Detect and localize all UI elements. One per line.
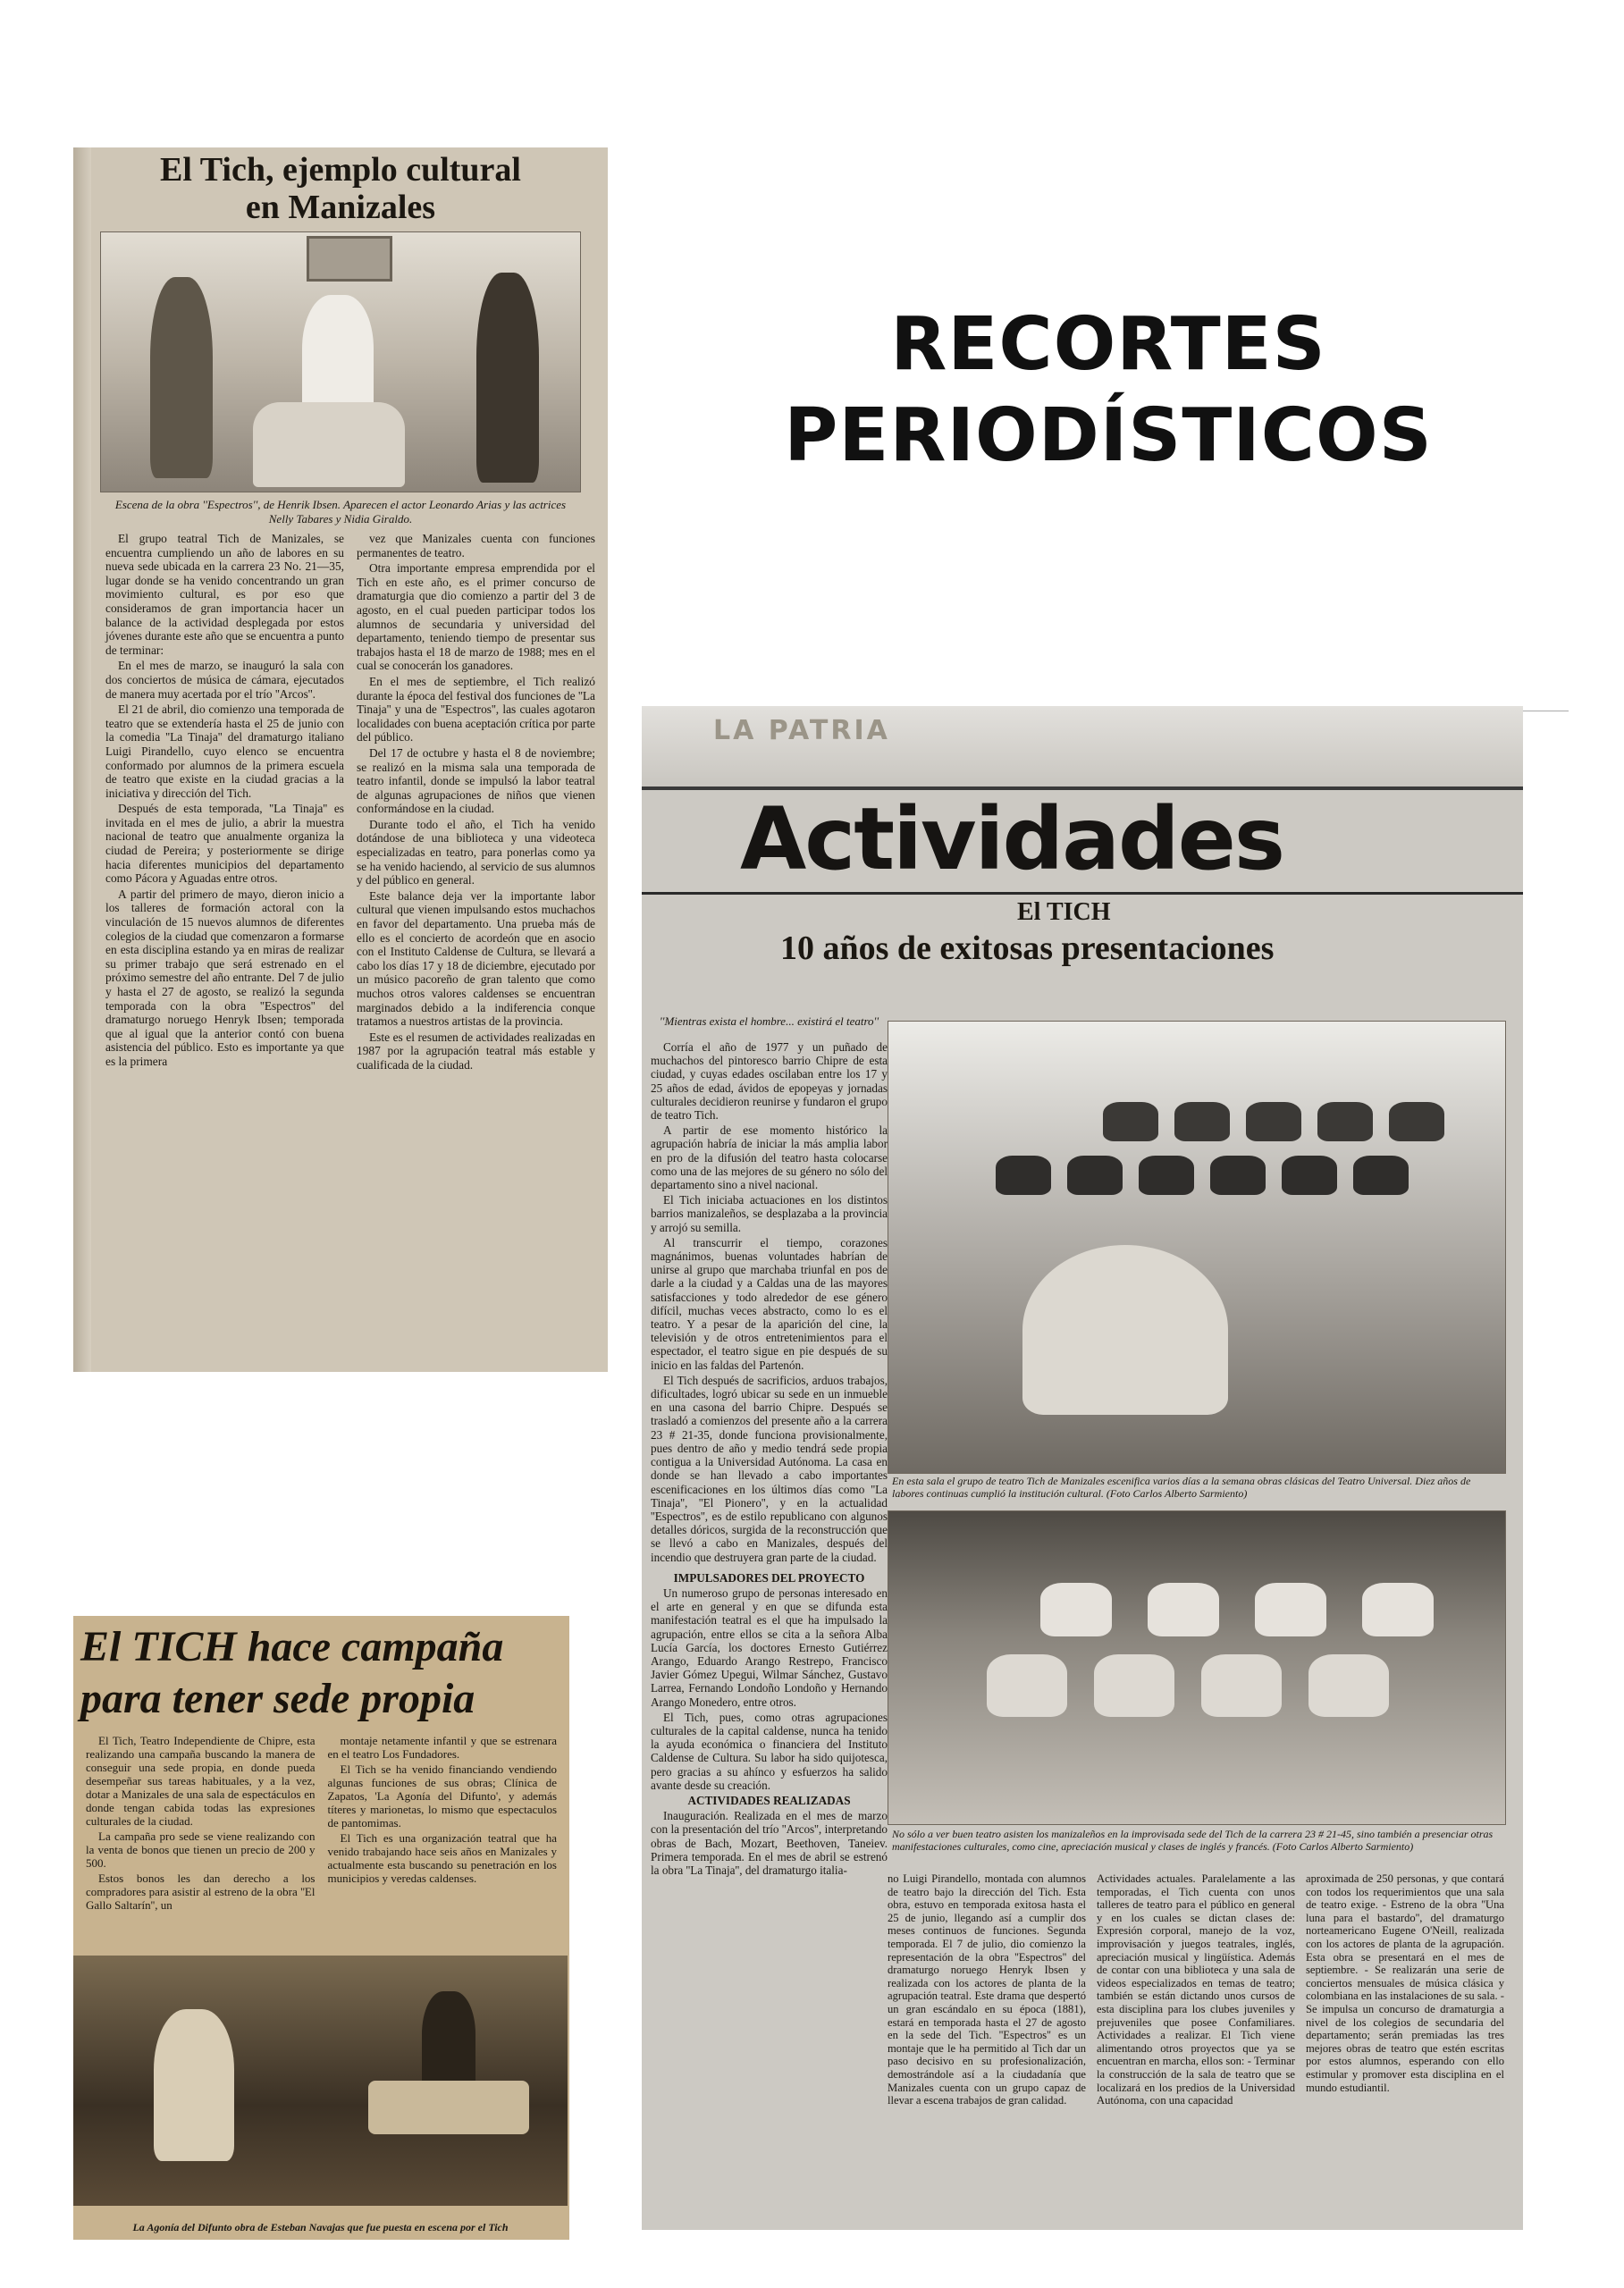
- photo-caption: En esta sala el grupo de teatro Tich de Manizales escenifica varios días a la semana obras clásicas del Teatro Universal. Diez años de labores continuas cumplió la institución cultural. (Foto Carlos Alberto Sarmiento): [892, 1475, 1471, 1500]
- paragraph: El Tich se ha venido financiando vendiendo algunas funciones de sus obras; Clínica de Zapatos, 'La Agonía del Difunto', y además títeres y marionetas, lo mismo que espectaculos de pantomimas.: [327, 1762, 557, 1830]
- chair-icon: [1255, 1583, 1326, 1636]
- paragraph: El Tich después de sacrificios, arduos trabajos, dificultades, logró ubicar su sede en un inmueble en una casona del barrio Chipre. Después se trasladó a comienzos del presente año a la carrera 23 # 21-35, donde funciona provisionalmente, pues dentro de año y medio tendrá sede propia contigua a la Universidad Autónoma. La casa en donde se han llevado a cabo importantes escenificaciones en los últimos días como ''La Tinaja'', ''El Pionero'', y en la actualidad ''Espectros'', es de estilo republicano con algunos detalles dóricos, surgida de la reconstrucción que se llevó a cabo en Manizales, después del incendio que destruyera gran parte de la ciudad.: [651, 1373, 888, 1564]
- masthead-band: [642, 706, 1523, 790]
- paragraph: Al transcurrir el tiempo, corazones magnánimos, buenas voluntades habrían de unirse al grupo que marchaba triunfal en pos de darle a la ciudad y a Caldas una de las mayores satisfacciones y todo alrededor de ese género difícil, muchas veces abstracto, como lo es el teatro. Y a pesar de la aparición del cine, la televisión y de otros entretenimientos para el espectador, el teatro sigue en pie después de su inicio en las faldas del Partenón.: [651, 1235, 888, 1372]
- chair-icon: [1353, 1156, 1409, 1195]
- paragraph: Del 17 de octubre y hasta el 8 de noviembre; se realizó en la misma sala una temporada de teatro infantil, donde se impulsó la labor teatral de algunas agrupaciones de niños que vienen conformándose en la ciudad.: [357, 745, 595, 816]
- left-column: [642, 1014, 896, 1879]
- chair-icon: [1103, 1102, 1158, 1141]
- subhead: IMPULSADORES DEL PROYECTO: [673, 1570, 865, 1585]
- photo-caption: Escena de la obra ''Espectros'', de Henrik Ibsen. Aparecen el actor Leonardo Arias y las actrices Nelly Tabares y Nidia Giraldo.: [114, 498, 567, 526]
- photo-caption: La Agonía del Difunto obra de Esteban Navajas que fue puesta en escena por el Tich: [73, 2215, 568, 2240]
- paragraph: La campaña pro sede se viene realizando con la venta de bonos que tienen un precio de 200 y 500.: [86, 1830, 316, 1870]
- bottom-columns: [888, 1872, 1504, 2107]
- article-column-2: [328, 1734, 558, 1914]
- photo-caption: No sólo a ver buen teatro asisten los manizaleños en la improvisada sede del Tich de la carrera 23 # 21-45, sino también a presenciar otras manifestaciones culturales, como cine, apreciación musical y clases de inglés y francés. (Foto Carlos Alberto Sarmiento): [892, 1828, 1494, 1853]
- chair-icon: [1317, 1102, 1373, 1141]
- paragraph: En el mes de septiembre, el Tich realizó durante la época del festival dos funciones de ''La Tinaja'' y una de ''Espectros'', las cuales agotaron localidades con buena aceptación crítica por parte del público.: [357, 674, 595, 744]
- paragraph: A partir del primero de mayo, dieron inicio a los talleres de formación actoral con la vinculación de 15 nuevos alumnos de diferentes colegios de la ciudad que comenzaron a formarse en esta disciplina estando ya en miras de realizar su primer trabajo que será estrenado en el próximo semestre del año entrante. Del 7 de julio y hasta el 27 de agosto, se realizó la segunda temporada con la obra ''Espectros'' del dramaturgo noruego Henryk Ibsen; temporada que al igual que la anterior contó con buena asistencia del público. Esto es importante ya que es la primera: [105, 887, 344, 1068]
- paragraph: Este balance deja ver la importante labor cultural que vienen impulsando estos muchachos en favor del departamento. Una prueba más de ello es el concierto de acordeón que en asocio con el Instituto Caldense de Cultura, se llevará a cabo los días 17 y 18 de diciembre, ejecutado por un músico pacoreño de gran talento que como muchos otros valores caldenses se encuentran marginados debido a la indiferencia conque tratamos a nuestros artistas de la provincia.: [357, 888, 595, 1029]
- clipping-headline: El TICH hace campaña para tener sede propia: [80, 1623, 504, 1722]
- paragraph: Estos bonos les dan derecho a los compradores para asistir al estreno de la obra ''El Gallo Saltarín'', un: [86, 1872, 316, 1912]
- chair-icon: [1308, 1654, 1389, 1717]
- chair-icon: [1094, 1654, 1174, 1717]
- paragraph: Un numeroso grupo de personas interesado en el arte en general y en que se difunda esta manifestación teatral es el que ha impulsado la agrupación, entre ellos se cita a la señora Alba Lucía García, los doctores Ernesto Gutiérrez Arango, Eduardo Arango Restrepo, Francisco Javier Gómez Upegui, Wilmar Sánchez, Gustavo Larrea, Fernando Londoño Londoño y Hernando Arango Monedero, entre otros.: [651, 1586, 888, 1709]
- paragraph: Después de esta temporada, ''La Tinaja'' es invitada en el mes de julio, a abrir la muestra nacional de teatro que anualmente organiza la ciudad de Pereira; y posteriormente se dirige hacia diferentes municipios del departamento como Pácora y Aguadas entre otros.: [105, 802, 344, 886]
- chair-icon: [1148, 1583, 1219, 1636]
- newspaper-masthead: LA PATRIA: [713, 715, 890, 746]
- article-headline: 10 años de exitosas presentaciones: [780, 930, 1275, 967]
- article-column: Actividades actuales. Paralelamente a las temporadas, el Tich cuenta con unos talleres de teatro para el público en general y en los cuales se dictan clases de: Expresión corporal, manejo de la voz, improvisación y juegos teatrales, inglés, apreciación musical y lingüística. Además de contar con una biblioteca y una sala de videos especializados en temas de teatro; también se están dictando unos cursos de esta disciplina para los clubes juveniles y prejuveniles que posee Confamiliares. Actividades a realizar. El Tich viene alimentando otros proyectos que ya se encuentran en marcha, ellos son: - Terminar la construcción de la sala de teatro que se localizará en los predios de la Universidad Autónoma, con una capacidad: [1097, 1872, 1295, 2107]
- paragraph: Este es el resumen de actividades realizadas en 1987 por la agrupación teatral más estable y cualificada de la ciudad.: [357, 1030, 595, 1072]
- clipping-el-tich-hace-campana: [73, 1616, 569, 2240]
- chair-icon: [1139, 1156, 1194, 1195]
- article-column-2: [357, 532, 595, 1074]
- clipping-la-patria-actividades: [642, 706, 1523, 2230]
- chair-icon: [1040, 1583, 1112, 1636]
- chair-icon: [1389, 1102, 1444, 1141]
- paragraph: El 21 de abril, dio comienzo una temporada de teatro que se extendería hasta el 25 de junio con la comedia ''La Tinaja'' del dramaturgo italiano Luigi Pirandello, cuyo elenco se encuentra conformado por alumnos de la primera escuela de teatro que existe en la ciudad gracias a la iniciativa y dirección del Tich.: [105, 702, 344, 800]
- pull-quote: ''Mientras exista el hombre... existirá el teatro'': [659, 1014, 879, 1028]
- agonia-del-difunto-photo: [73, 1956, 568, 2206]
- chair-icon: [987, 1654, 1067, 1717]
- paragraph: vez que Manizales cuenta con funciones permanentes de teatro.: [357, 532, 595, 559]
- round-table-prop: [1022, 1245, 1228, 1415]
- divider: [642, 892, 1523, 895]
- paragraph: Otra importante empresa emprendida por el Tich en este año, es el primer concurso de dramaturgia que dio comienzo a partir del 3 de agosto, en el cual pueden participar todos los alumnos de secundaria y universidad del departamento, teniendo tiempo de presentar sus trabajos hasta el 18 de marzo de 1988; mes en el cual se conocerán los ganadores.: [357, 561, 595, 673]
- actress-figure: [476, 273, 539, 483]
- article-kicker: El TICH: [1017, 898, 1111, 926]
- chair-icon: [1201, 1654, 1282, 1717]
- paragraph: En el mes de marzo, se inauguró la sala con dos conciertos de música de cámara, ejecutados de manera muy acertada por el trío ''Arcos''.: [105, 659, 344, 701]
- page-title: RECORTES PERIODÍSTICOS: [784, 302, 1433, 478]
- clipping-headline: El Tich, ejemplo cultural en Manizales: [160, 151, 521, 226]
- paragraph: Inauguración. Realizada en el mes de marzo con la presentación del trío ''Arcos'', interpretando obras de Bach, Mozart, Beethoven, Taneiev. Primera temporada. En el mes de abril se estrenó la obra ''La Tinaja'', del dramaturgo italia-: [651, 1809, 888, 1877]
- chair-icon: [1210, 1156, 1266, 1195]
- chair-icon: [1362, 1583, 1434, 1636]
- clipping-el-tich-ejemplo-cultural: [73, 147, 608, 1372]
- actor-figure: [150, 277, 213, 478]
- chair-icon: [1067, 1156, 1123, 1195]
- theater-hall-photo-1: [888, 1021, 1506, 1474]
- paragraph: montaje netamente infantil y que se estrenara en el teatro Los Fundadores.: [327, 1734, 557, 1761]
- paragraph: Corría el año de 1977 y un puñado de muchachos del pintoresco barrio Chipre de esta ciudad, y cuyas edades oscilaban entre los 17 y 25 años de edad, ávidos de epopeyas y jornadas culturales decidieron reunirse y fundaron el grupo de teatro Tich.: [651, 1040, 888, 1123]
- bed-prop: [368, 2081, 529, 2134]
- paragraph: Durante todo el año, el Tich ha venido dotándose de una biblioteca y una videoteca especializadas en teatro, para ponerlas como ya se ha venido haciendo, al servicio de sus alumnos y del público en general.: [357, 817, 595, 887]
- chair-icon: [996, 1156, 1051, 1195]
- chair-icon: [1246, 1102, 1301, 1141]
- paragraph: A partir de ese momento histórico la agrupación habría de iniciar la más amplia labor en pro de la difusión del teatro hasta colocarse como una de las mejores de su género no sólo del departamento sino a nivel nacional.: [651, 1123, 888, 1192]
- chair-icon: [1282, 1156, 1337, 1195]
- framed-picture: [307, 236, 392, 282]
- play-scene-photo: [100, 231, 581, 492]
- chair-icon: [1174, 1102, 1230, 1141]
- theater-hall-photo-2: [888, 1510, 1506, 1825]
- subhead: ACTIVIDADES REALIZADAS: [687, 1793, 851, 1807]
- paragraph: El Tich, pues, como otras agrupaciones culturales de la capital caldense, nunca ha tenido la ayuda económica o financiera del Instituto Caldense de Cultura. Su labor ha sido quijotesca, pero gracias a su ahínco y esfuerzos ha salido avante desde su creación.: [651, 1710, 888, 1792]
- article-column-1: [105, 532, 344, 1074]
- paragraph: El Tich iniciaba actuaciones en los distintos barrios manizaleños, se desplazaba a la provincia y arrojó su semilla.: [651, 1193, 888, 1234]
- table-prop: [253, 402, 405, 487]
- paragraph: El grupo teatral Tich de Manizales, se encuentra cumpliendo un año de labores en su nueva sede ubicada en la carrera 23 No. 21—35, lugar donde se ha venido concentrando un gran movimiento cultural, es por eso que consideramos de gran importancia hacer un balance de la actividad desplegada por estos jóvenes durante este año que se encuentra a punto de terminar:: [105, 532, 344, 657]
- article-column: no Luigi Pirandello, montada con alumnos de teatro bajo la dirección del Tich. Esta obra, estuvo en temporada exitosa hasta el 25 de junio, llegando así a cumplir dos meses continuos de funciones. Segunda temporada. El 7 de julio, dio comienzo la representación de la obra ''Espectros'' del dramaturgo noruego Henryk Ibsen y realizada con los actores de planta de la agrupación teatral. Este drama que despertó un gran escándalo en su época (1881), estará en temporada hasta el 27 de agosto en la sede del Tich. ''Espectros'' es un montaje que le ha permitido al Tich dar un paso decisivo en su profesionalización, demostrándole así a la ciudadanía que Manizales cuenta con un grupo capaz de llevar a escena trabajos de gran calidad.: [888, 1872, 1086, 2107]
- actor-figure: [154, 2009, 234, 2161]
- article-column-1: [86, 1734, 316, 1914]
- section-title: Actividades: [740, 789, 1283, 889]
- article-column: aproximada de 250 personas, y que contará con todos los requerimientos que una sala de teatro exige. - Estreno de la obra ''Una luna para el bastardo'', del dramaturgo norteamericano Eugene O'Neill, realizada con los actores de planta de la agrupación. Esta obra se presentará en el mes de septiembre. - Se realizarán una serie de conciertos mensuales de música clásica y colombiana en las instalaciones de su sala. - Se impulsa un concurso de dramaturgia a nivel de los colegios de secundaria del departamento; serán premiadas las tres mejores obras de teatro que estén escritas por estos alumnos, esperando con ello estimular y promover esta disciplina en el mundo estudiantil.: [1306, 1872, 1504, 2094]
- paragraph: El Tich es una organización teatral que ha venido trabajando hace seis años en Manizales y actualmente esta buscando su penetración en los municipios y veredas caldenses.: [327, 1831, 557, 1885]
- paragraph: El Tich, Teatro Independiente de Chipre, esta realizando una campaña buscando la manera de conseguir una sede propia, en donde pueda desempeñar sus tareas habituales, y a la vez, dotar a Manizales de una sala de espectáculos en donde tengan cabida todas las expresiones culturales de la ciudad.: [86, 1734, 316, 1828]
- paper-edge: [73, 147, 91, 1372]
